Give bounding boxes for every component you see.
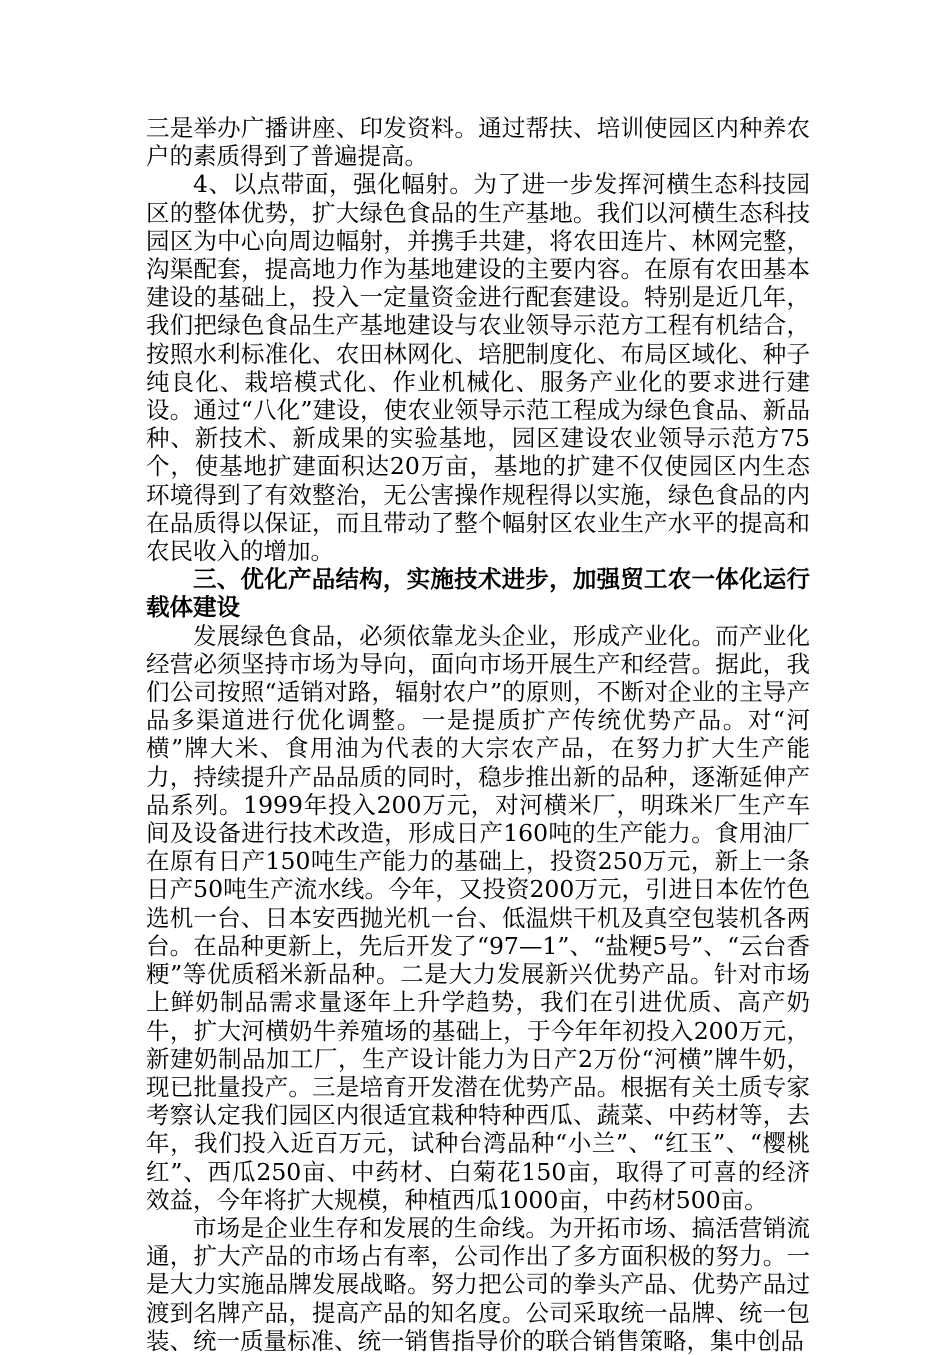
paragraph-product-structure: 发展绿色食品，必须依靠龙头企业，形成产业化。而产业化经营必须坚持市场为导向，面向市场开展生产和经营。据此，我们公司按照“适销对路，辐射农户”的原则，不断对企业的主导产品多渠道进行优化调整。一是提质扩产传统优势产品。对“河横”牌大米、食用油为代表的大宗农产品，在努力扩大生产能力，持续提升产品品质的同时，稳步推出新的品种，逐渐延伸产品系列。1999年投入200万元，对河横米厂，明珠米厂生产车间及设备进行技术改造，形成日产160吨的生产能力。食用油厂在原有日产150吨生产能力的基础上，投资250万元，新上一条日产50吨生产流水线。今年，又投资200万元，引进日本佐竹色选机一台、日本安西抛光机一台、低温烘干机及真空包装机各两台。在品种更新上，先后开发了“97—1”、“盐粳5号”、“云台香粳”等优质稻米新品种。二是大力发展新兴优势产品。针对市场上鲜奶制品需求量逐年上升学趋势，我们在引进优质、高产奶牛，扩大河横奶牛养殖场的基础上，于今年年初投入200万元，新建奶制品加工厂，生产设计能力为日产2万份“河横”牌牛奶，现已批量投产。三是培育开发潜在优势产品。根据有关土质专家考察认定我们园区内很适宜栽种特种西瓜、蔬菜、中药材等，去年，我们投入近百万元，试种台湾品种“小兰”、“红玉”、“樱桃红”、西瓜250亩、中药材、白菊花150亩，取得了可喜的经济效益，今年将扩大规模，种植西瓜1000亩，中药材500亩。 — [146, 621, 810, 1214]
paragraph-market: 市场是企业生存和发展的生命线。为开拓市场、搞活营销流通，扩大产品的市场占有率，公司作出了多方面积极的努力。一是大力实施品牌发展战略。努力把公司的拳头产品、优势产品过渡到名牌产品，提高产品的知名度。公司采取统一品牌、统一包装、统一质量标准、统一销售指导价的联合销售策略，集中创品 — [146, 1213, 810, 1355]
section-heading: 三、优化产品结构，实施技术进步，加强贸工农一体化运行载体建设 — [146, 565, 810, 622]
document-body — [146, 114, 810, 1355]
paragraph-training: 三是举办广播讲座、印发资料。通过帮扶、培训使园区内种养农户的素质得到了普遍提高。 — [146, 114, 810, 171]
paragraph-radiation: 4、以点带面，强化幅射。为了进一步发挥河横生态科技园区的整体优势，扩大绿色食品的生产基地。我们以河横生态科技园区为中心向周边幅射，并携手共建，将农田连片、林网完整，沟渠配套，提高地力作为基地建设的主要内容。在原有农田基本建设的基础上，投入一定量资金进行配套建设。特别是近几年，我们把绿色食品生产基地建设与农业领导示范方工程有机结合，按照水利标准化、农田林网化、培肥制度化、布局区域化、种子纯良化、栽培模式化、作业机械化、服务产业化的要求进行建设。通过“八化”建设，使农业领导示范工程成为绿色食品、新品种、新技术、新成果的实验基地，园区建设农业领导示范方75个，使基地扩建面积达20万亩，基地的扩建不仅使园区内生态环境得到了有效整治，无公害操作规程得以实施，绿色食品的内在品质得以保证，而且带动了整个幅射区农业生产水平的提高和农民收入的增加。 — [146, 170, 810, 566]
